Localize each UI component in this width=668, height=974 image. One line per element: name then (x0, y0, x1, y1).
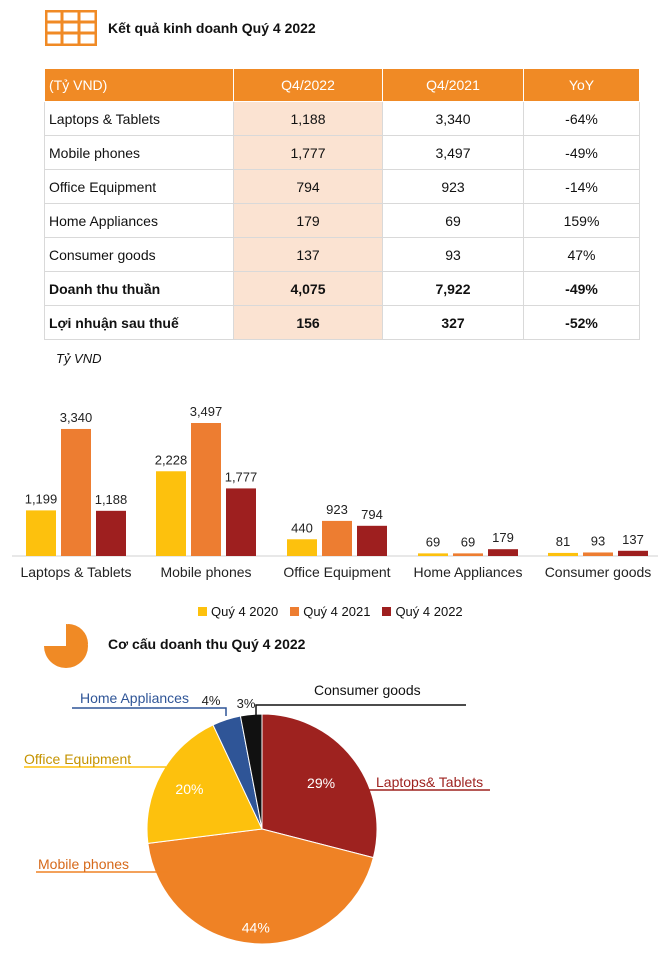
table-cell: 47% (524, 238, 640, 272)
bar (156, 471, 186, 556)
pie-category-label: Mobile phones (38, 856, 130, 872)
table-cell: 7,922 (383, 272, 524, 306)
pie-category-label: Home Appliances (80, 690, 189, 706)
bar (357, 526, 387, 556)
legend-swatch (290, 607, 299, 616)
legend-item (382, 604, 462, 619)
bar-chart-legend (198, 604, 463, 619)
bar (583, 552, 613, 556)
table-header: Q4/2021 (383, 69, 524, 102)
pie-percent-label: 29% (307, 775, 336, 792)
table-cell: Lợi nhuận sau thuế (45, 306, 234, 340)
pie-category-label: Consumer goods (314, 682, 421, 698)
table-cell: -14% (524, 170, 640, 204)
table-cell: 1,188 (234, 102, 383, 136)
table-cell: Office Equipment (45, 170, 234, 204)
table-cell: Laptops & Tablets (45, 102, 234, 136)
x-tick-label: Home Appliances (413, 564, 523, 580)
table-cell: 93 (383, 238, 524, 272)
table-header: Q4/2022 (234, 69, 383, 102)
table-cell: 69 (383, 204, 524, 238)
table-cell: 794 (234, 170, 383, 204)
table-cell: 4,075 (234, 272, 383, 306)
pie-chart-icon (42, 622, 90, 670)
table-header: (Tỷ VND) (45, 69, 234, 102)
table-cell: 159% (524, 204, 640, 238)
table-cell: 327 (383, 306, 524, 340)
bar-data-label: 3,340 (59, 409, 93, 425)
table-cell: Doanh thu thuần (45, 272, 234, 306)
pie-percent-label: 3% (236, 696, 256, 711)
table-cell: -49% (524, 136, 640, 170)
bar-data-label: 2,228 (154, 452, 188, 468)
pie-percent-label: 20% (175, 781, 204, 798)
table-cell: Consumer goods (45, 238, 234, 272)
bar (61, 429, 91, 556)
bar-data-label: 923 (326, 501, 348, 517)
bar-data-label: 1,188 (94, 491, 128, 507)
x-tick-label: Consumer goods (544, 564, 652, 580)
bar-data-label: 794 (361, 506, 383, 522)
bar (191, 423, 221, 556)
x-tick-label: Laptops & Tablets (20, 564, 132, 580)
table-cell: Mobile phones (45, 136, 234, 170)
legend-swatch (382, 607, 391, 616)
table-cell: 137 (234, 238, 383, 272)
bar (322, 521, 352, 556)
section-title-structure: Cơ cấu doanh thu Quý 4 2022 (108, 636, 306, 652)
bar-data-label: 81 (555, 533, 571, 549)
table-cell: 3,497 (383, 136, 524, 170)
bar (618, 551, 648, 556)
table-cell: 3,340 (383, 102, 524, 136)
legend-label: Quý 4 2020 (211, 604, 279, 619)
legend-label: Quý 4 2022 (395, 604, 463, 619)
bar-data-label: 93 (590, 533, 606, 549)
table-cell: 179 (234, 204, 383, 238)
table-cell: -49% (524, 272, 640, 306)
table-cell: -64% (524, 102, 640, 136)
bar (96, 511, 126, 556)
table-cell: -52% (524, 306, 640, 340)
pie-category-label: Office Equipment (24, 751, 132, 767)
table-cell: 923 (383, 170, 524, 204)
pie-percent-label: 44% (241, 919, 270, 936)
bar (226, 488, 256, 556)
bar-data-label: 1,199 (24, 491, 58, 507)
bar (287, 539, 317, 556)
section-title-results: Kết quả kinh doanh Quý 4 2022 (108, 20, 316, 36)
table-cell: Home Appliances (45, 204, 234, 238)
bar-data-label: 440 (291, 520, 313, 536)
table-header: YoY (524, 69, 640, 102)
legend-swatch (198, 607, 207, 616)
bar-data-label: 69 (425, 534, 441, 550)
bar (26, 510, 56, 556)
x-tick-label: Mobile phones (160, 564, 252, 580)
legend-item (198, 604, 278, 619)
table-cell: 156 (234, 306, 383, 340)
bar-data-label: 1,777 (224, 469, 258, 485)
unit-label: Tỷ VND (56, 351, 102, 366)
bar-data-label: 69 (460, 534, 476, 550)
pie-category-label: Laptops& Tablets (376, 774, 484, 790)
bar-data-label: 3,497 (189, 404, 223, 419)
x-tick-label: Office Equipment (283, 564, 391, 580)
bar (453, 553, 483, 556)
legend-label: Quý 4 2021 (303, 604, 371, 619)
table-cell: 1,777 (234, 136, 383, 170)
bar (548, 553, 578, 556)
leader-line (256, 705, 466, 716)
legend-item (290, 604, 370, 619)
bar-data-label: 137 (622, 531, 644, 547)
bar (488, 549, 518, 556)
bar (418, 553, 448, 556)
bar-data-label: 179 (492, 530, 514, 546)
pie-percent-label: 4% (201, 693, 221, 708)
leader-line (72, 708, 226, 716)
